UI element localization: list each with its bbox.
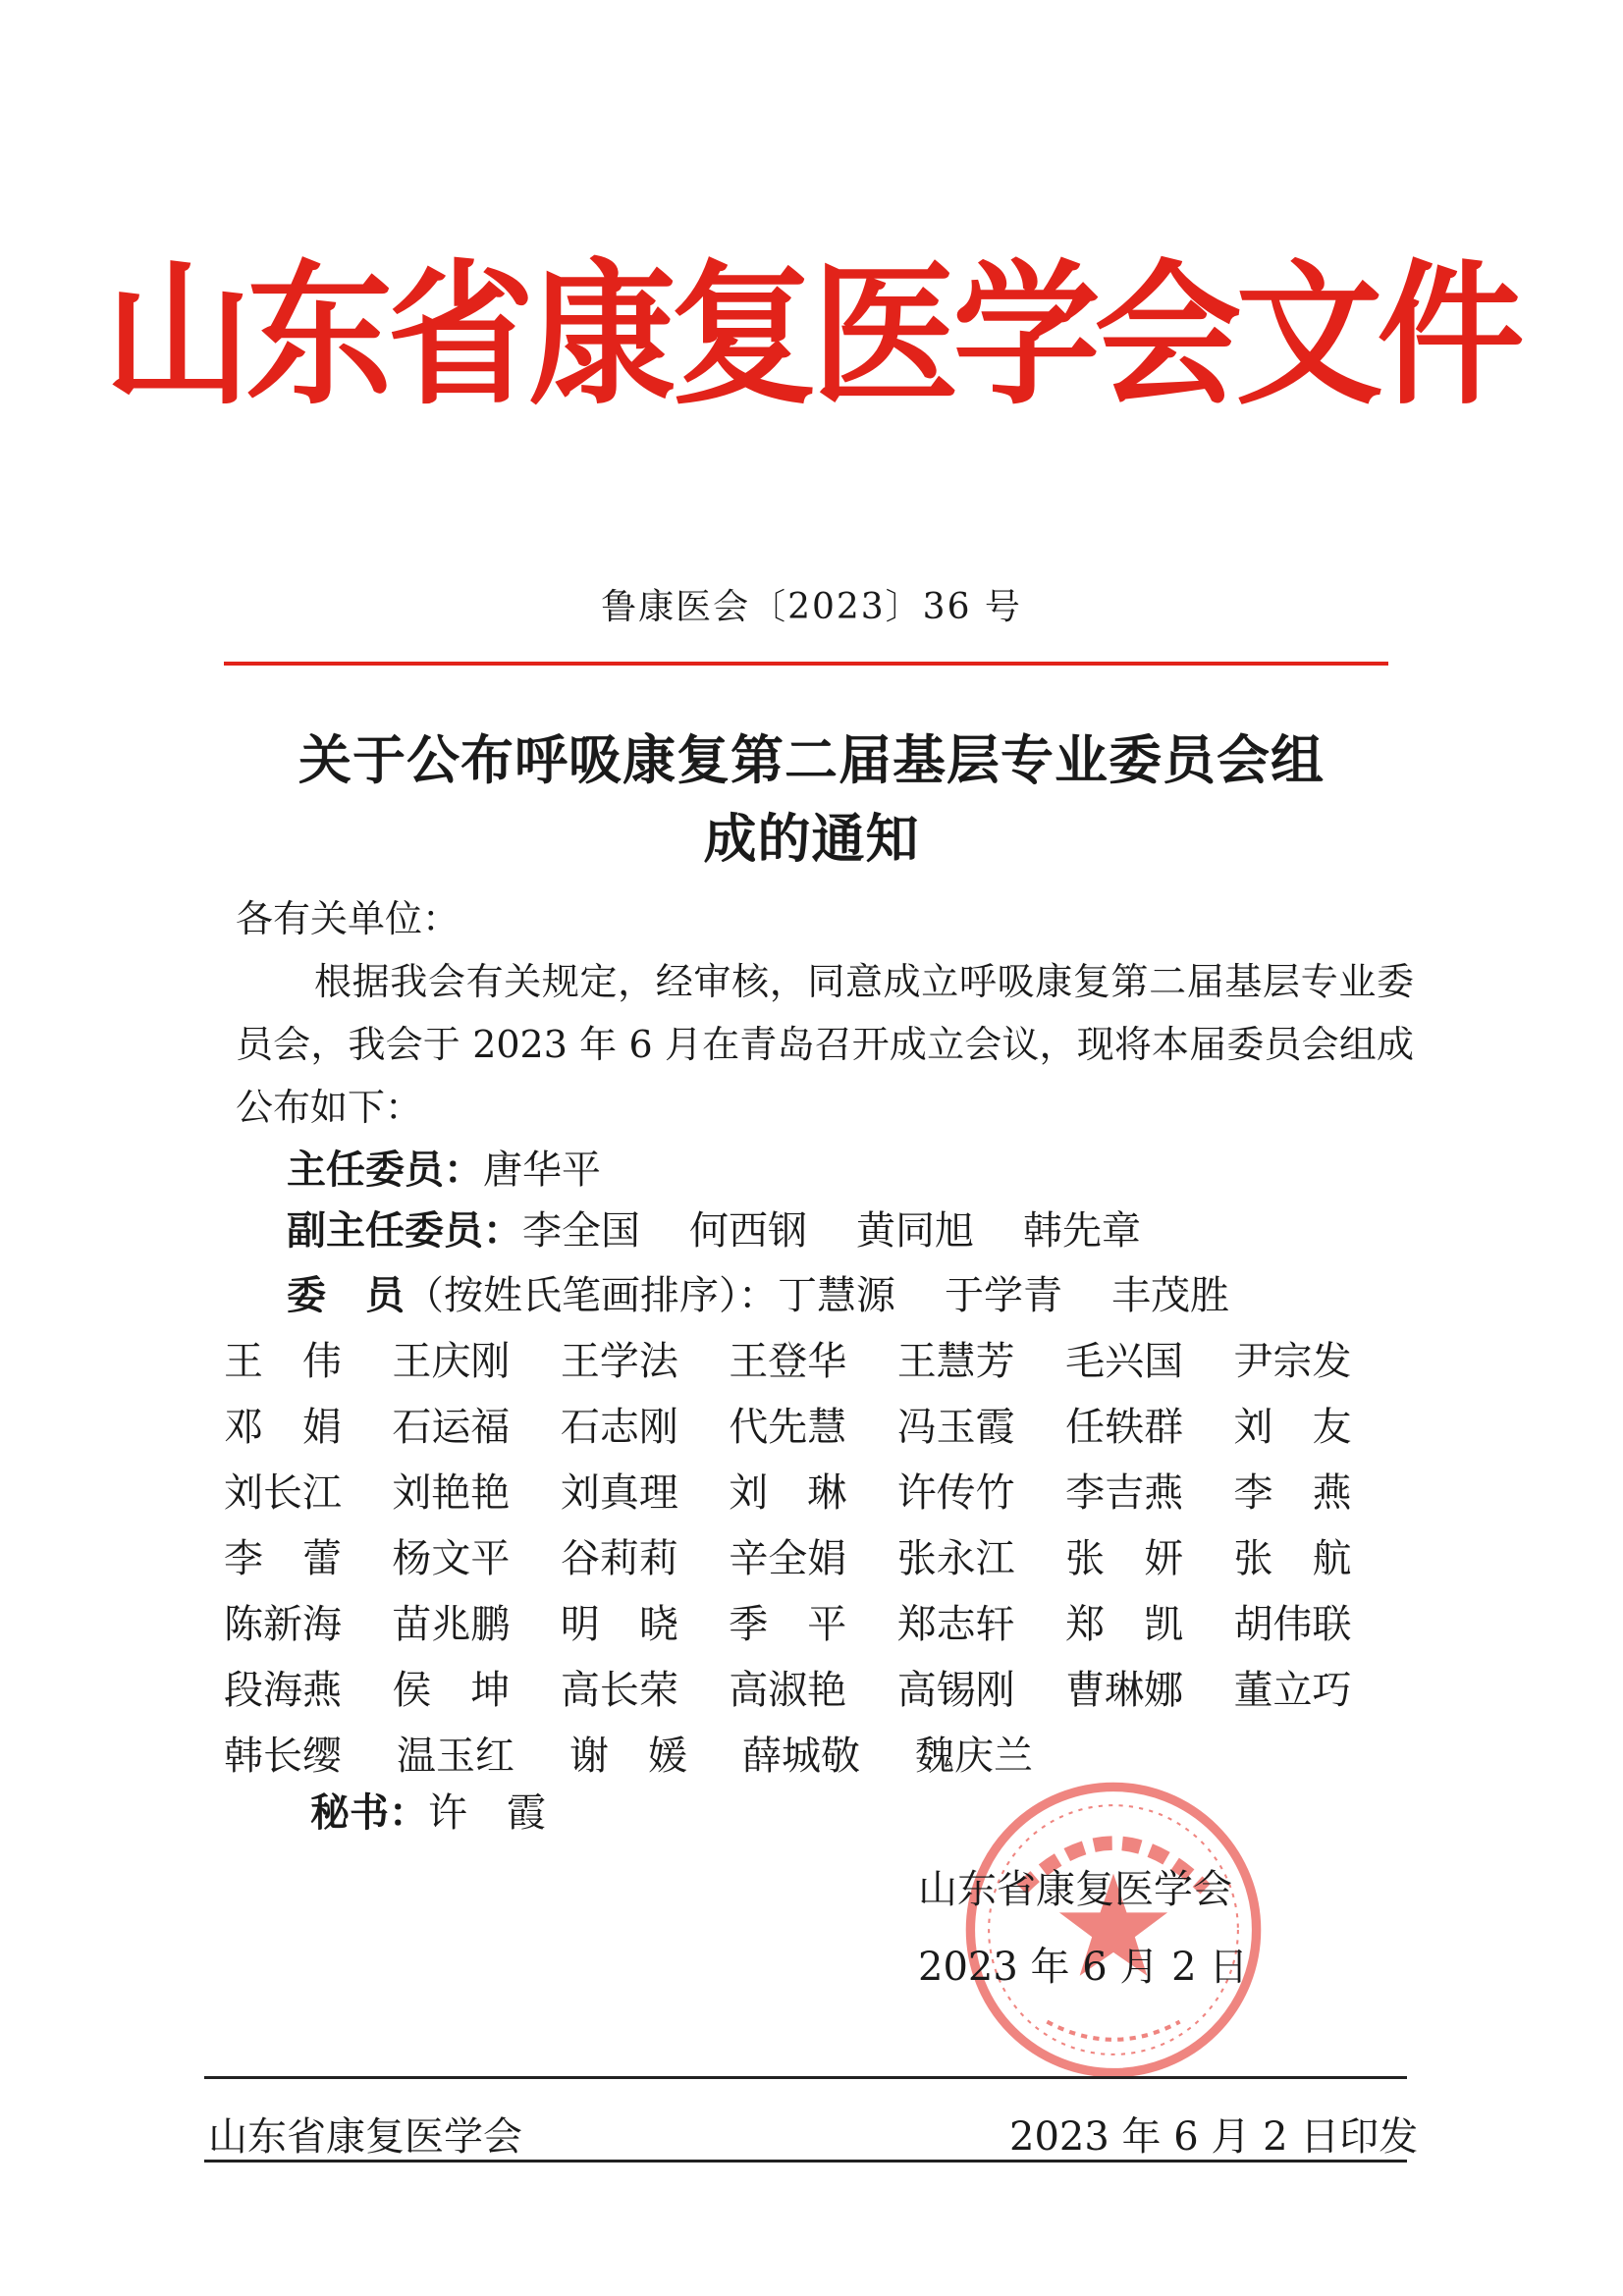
members-label: 委 员 [287,1273,405,1318]
member-name: 任轶群 [1065,1405,1184,1450]
member-name: 刘艳艳 [392,1470,511,1516]
members-line [287,1264,1229,1320]
member-name: 郑 凯 [1065,1602,1184,1647]
footer-top-rule [204,2076,1407,2079]
member-name: 季 平 [729,1602,847,1647]
member-name: 于学青 [945,1273,1062,1318]
members-row [224,1720,1402,1786]
document-title [196,721,1427,879]
member-name: 李吉燕 [1065,1470,1184,1516]
member-name: 代先慧 [729,1405,847,1450]
member-name: 韩长缨 [224,1734,342,1779]
members-row [224,1522,1402,1588]
member-name: 王登华 [729,1339,847,1384]
member-name: 高长荣 [560,1668,678,1713]
official-seal-stamp [960,1777,1267,2083]
secretary-label: 秘书： [310,1790,428,1836]
member-name: 曹琳娜 [1065,1668,1184,1713]
member-name: 石运福 [392,1405,511,1450]
member-name: 辛全娟 [729,1536,847,1581]
members-row [224,1654,1402,1720]
director-label: 主任委员： [287,1148,483,1193]
member-name: 王学法 [560,1339,678,1384]
director-line [287,1139,601,1195]
member-name: 邓 娟 [224,1405,342,1450]
secretary-name: 许 霞 [428,1790,546,1836]
deputy-directors-line [287,1200,1141,1255]
members-row [224,1391,1402,1457]
members-note: （按姓氏笔画排序）： [405,1273,778,1318]
member-name: 张永江 [896,1536,1015,1581]
footer-organization: 山东省康复医学会 [208,2114,522,2160]
deputy-director-name: 黄同旭 [856,1208,974,1254]
title-line-1: 关于公布呼吸康复第二届基层专业委员会组 [298,729,1325,791]
document-number: 鲁康医会〔2023〕36 号 [601,587,1022,627]
member-name: 丁慧源 [778,1273,895,1318]
member-name: 谢 媛 [569,1734,687,1779]
deputy-director-name: 李全国 [522,1208,640,1254]
member-name: 杨文平 [392,1536,511,1581]
director-name: 唐华平 [483,1148,601,1193]
member-name: 王慧芳 [896,1339,1015,1384]
member-name: 陈新海 [224,1602,342,1647]
title-line-2: 成的通知 [703,808,920,870]
member-name: 王 伟 [224,1339,342,1384]
deputy-directors-label: 副主任委员： [287,1208,522,1254]
member-name: 毛兴国 [1065,1339,1184,1384]
member-name: 李 蕾 [224,1536,342,1581]
member-name: 郑志轩 [896,1602,1015,1647]
member-name: 谷莉莉 [560,1536,678,1581]
red-divider [224,662,1388,666]
salutation: 各有关单位： [236,897,460,940]
member-name: 许传竹 [896,1470,1015,1516]
members-grid [224,1325,1402,1786]
member-name: 魏庆兰 [915,1734,1033,1779]
member-name: 刘长江 [224,1470,342,1516]
signature-organization: 山东省康复医学会 [918,1867,1232,1912]
member-name: 苗兆鹏 [392,1602,511,1647]
member-name: 侯 坤 [392,1668,511,1713]
member-name: 尹宗发 [1233,1339,1352,1384]
member-name: 刘 琳 [729,1470,847,1516]
member-name: 李 燕 [1233,1470,1352,1516]
deputy-director-name: 何西钢 [689,1208,807,1254]
member-name: 高锡刚 [896,1668,1015,1713]
member-name: 明 晓 [560,1602,678,1647]
document-masthead: 山东省康复医学会文件 [104,246,1519,427]
member-name: 刘 友 [1233,1405,1352,1450]
member-name: 高淑艳 [729,1668,847,1713]
secretary-line [310,1782,546,1838]
members-row [224,1588,1402,1654]
deputy-director-name: 韩先章 [1023,1208,1141,1254]
member-name: 张 航 [1233,1536,1352,1581]
footer-date: 2023 年 6 月 2 日印发 [1009,2114,1419,2160]
member-name: 石志刚 [560,1405,678,1450]
member-name: 薛城敬 [742,1734,860,1779]
member-name: 温玉红 [397,1734,514,1779]
member-name: 冯玉霞 [896,1405,1015,1450]
member-name: 段海燕 [224,1668,342,1713]
member-name: 丰茂胜 [1111,1273,1229,1318]
members-row [224,1325,1402,1391]
footer-bottom-rule [204,2160,1407,2163]
member-name: 刘真理 [560,1470,678,1516]
member-name: 张 妍 [1065,1536,1184,1581]
body-paragraph: 根据我会有关规定，经审核，同意成立呼吸康复第二届基层专业委员会，我会于 2023 年 6 月在青岛召开成立会议，现将本届委员会组成公布如下： [236,960,1414,1129]
members-row [224,1457,1402,1522]
member-name: 董立巧 [1233,1668,1352,1713]
member-name: 王庆刚 [392,1339,511,1384]
signature-date: 2023 年 6 月 2 日 [918,1945,1249,1990]
member-name: 胡伟联 [1233,1602,1352,1647]
